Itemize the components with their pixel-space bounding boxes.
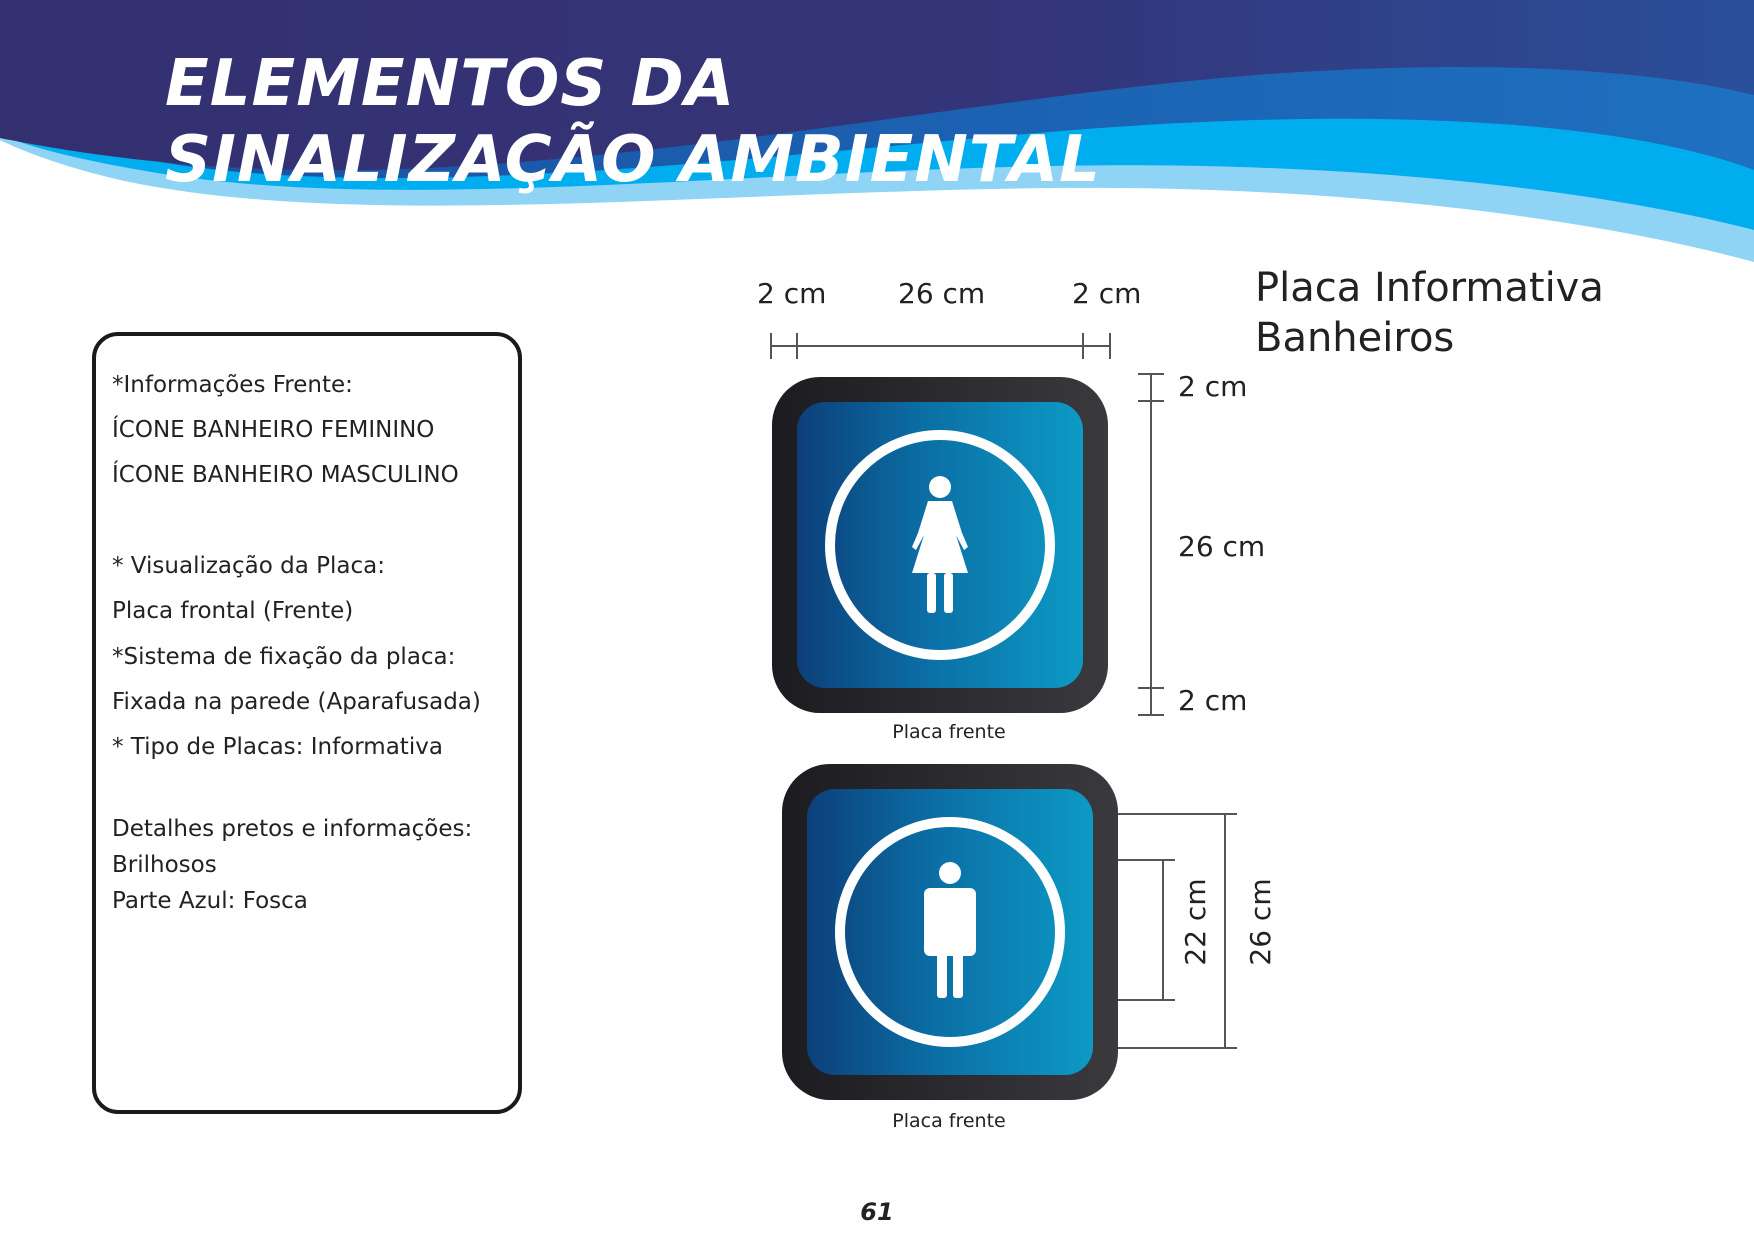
dim-outer-height: 26 cm <box>1244 878 1277 966</box>
page-number: 61 <box>860 1198 894 1226</box>
info-line-male-icon: ÍCONE BANHEIRO MASCULINO <box>112 462 459 488</box>
sign-caption-1: Placa frente <box>892 721 1006 743</box>
info-line-fixing-heading: *Sistema de fixação da placa: <box>112 644 456 670</box>
info-line-finish-heading: Detalhes pretos e informações: <box>112 816 473 842</box>
placa-title-line-2: Banheiros <box>1255 315 1455 361</box>
male-restroom-sign <box>780 762 1120 1102</box>
dim-inner-height: 22 cm <box>1179 878 1212 966</box>
page-title-line-1: ELEMENTOS DA <box>165 47 736 121</box>
placa-title-line-1: Placa Informativa <box>1255 265 1604 311</box>
dim-side-bottom: 2 cm <box>1178 684 1248 717</box>
info-line-finish-value: Brilhosos <box>112 852 217 878</box>
dim-top-right: 2 cm <box>1072 277 1142 310</box>
female-restroom-sign <box>770 375 1110 715</box>
dim-side-top: 2 cm <box>1178 370 1248 403</box>
info-line-view-value: Placa frontal (Frente) <box>112 598 354 624</box>
dim-top-center: 26 cm <box>898 277 986 310</box>
info-line-fixing-value: Fixada na parede (Aparafusada) <box>112 689 481 715</box>
info-line-female-icon: ÍCONE BANHEIRO FEMININO <box>112 417 435 443</box>
info-line-blue-part: Parte Azul: Fosca <box>112 888 308 914</box>
info-line-type: * Tipo de Placas: Informativa <box>112 734 443 760</box>
dim-top-left: 2 cm <box>757 277 827 310</box>
sign-caption-2: Placa frente <box>892 1110 1006 1132</box>
page-title-line-2: SINALIZAÇÃO AMBIENTAL <box>165 123 1101 197</box>
dim-side-middle: 26 cm <box>1178 530 1266 563</box>
info-line-front-heading: *Informações Frente: <box>112 372 353 398</box>
info-line-view-heading: * Visualização da Placa: <box>112 553 386 579</box>
